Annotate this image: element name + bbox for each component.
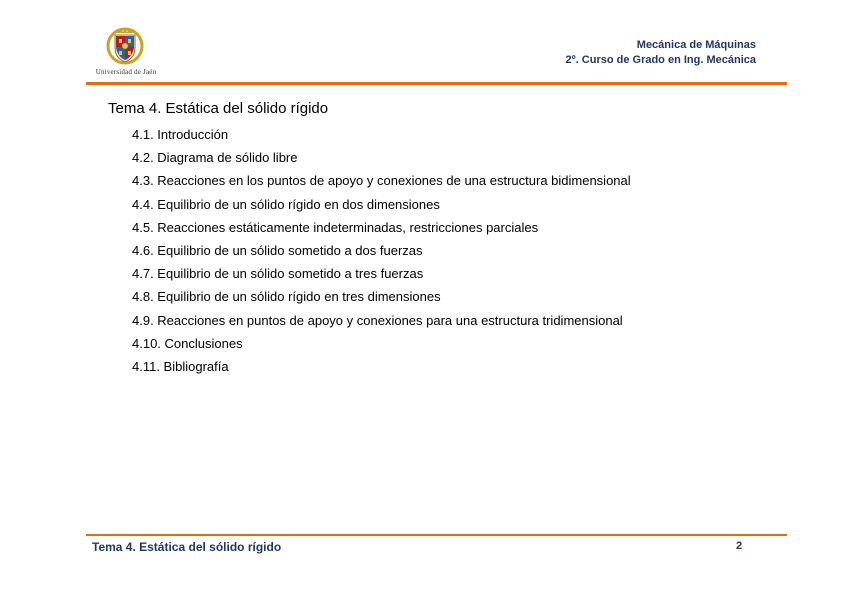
list-item: 4.5. Reacciones estáticamente indeterminadas, restricciones parciales [132, 219, 539, 235]
course-header [566, 38, 756, 68]
list-item: 4.2. Diagrama de sólido libre [132, 150, 298, 166]
list-item: 4.1. Introducción [132, 127, 229, 142]
footer-title: Tema 4. Estática del sólido rígido [92, 540, 282, 554]
list-item: 4.8. Equilibrio de un sólido rígido en tres dimensiones [132, 289, 441, 305]
list-item: 4.7. Equilibrio de un sólido sometido a tres fuerzas [132, 266, 424, 282]
course-name: Mecánica de Máquinas [636, 39, 756, 51]
list-item: 4.6. Equilibrio de un sólido sometido a dos fuerzas [132, 242, 423, 258]
footer-divider [86, 534, 787, 536]
university-logo [86, 26, 166, 80]
slide-title: Tema 4. Estática del sólido rígido [108, 100, 329, 117]
list-item: 4.3. Reacciones en los puntos de apoyo y conexiones de una estructura bidimensional [132, 173, 631, 189]
university-name: Universidad de Jaén [95, 68, 157, 76]
list-item: 4.10. Conclusiones [132, 335, 243, 351]
list-item: 4.4. Equilibrio de un sólido rígido en dos dimensiones [132, 196, 440, 212]
list-item: 4.9. Reacciones en puntos de apoyo y conexiones para una estructura tridimensional [132, 312, 623, 328]
list-item: 4.11. Bibliografía [132, 358, 229, 374]
university-crest-icon [105, 26, 145, 68]
page-number: 2 [736, 540, 743, 552]
topic-list [132, 126, 631, 381]
header-divider [86, 82, 787, 85]
course-detail: 2º. Curso de Grado en Ing. Mecánica [565, 54, 756, 66]
